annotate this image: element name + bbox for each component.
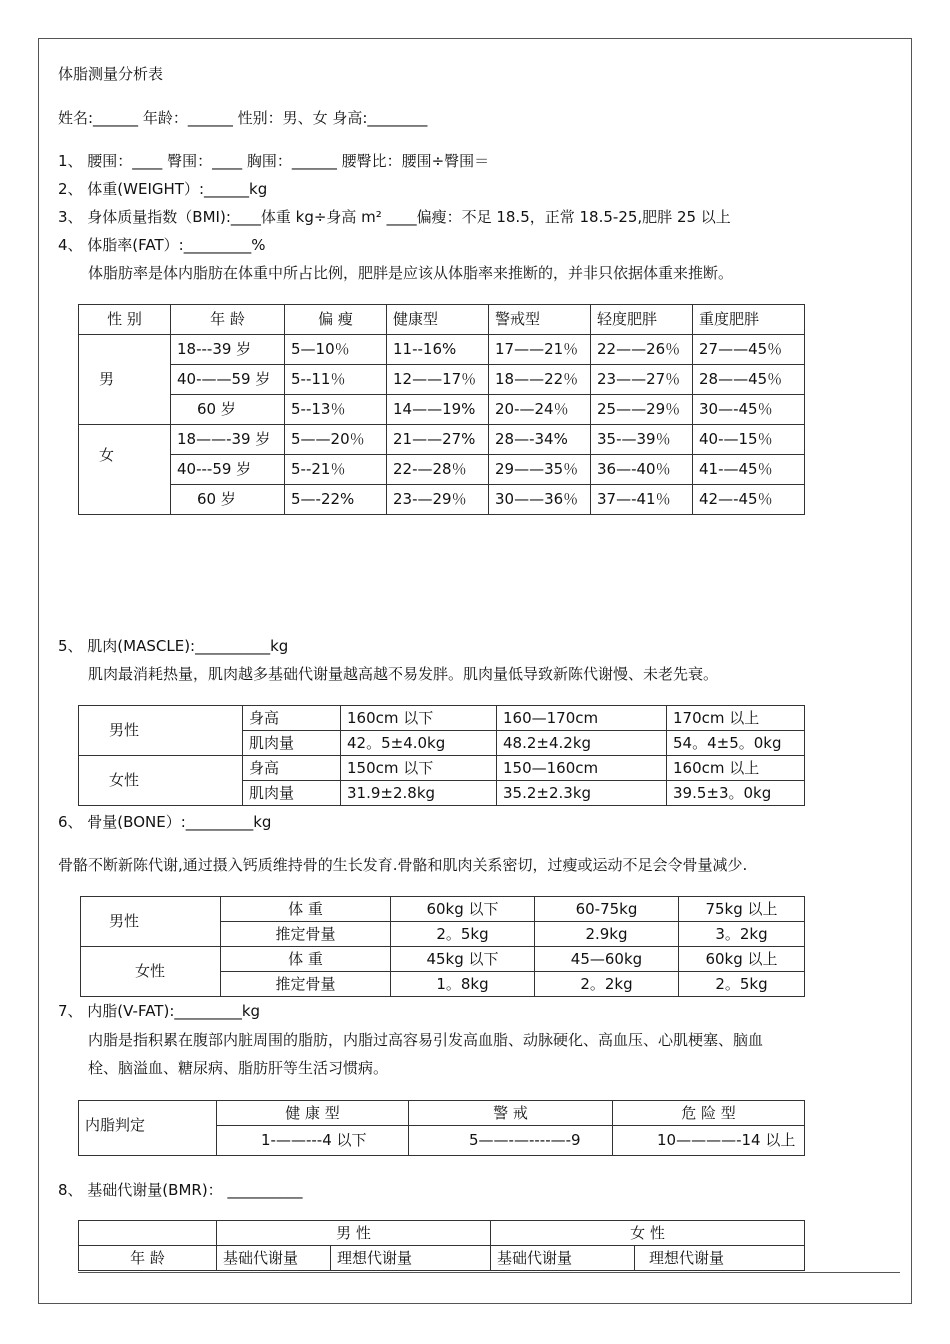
header-female: 女 性 (491, 1221, 805, 1246)
header-cell: 偏 瘦 (285, 305, 387, 335)
footer-rule (78, 1272, 900, 1273)
value-cell: 11--16% (387, 335, 489, 365)
vfat-description-line-1: 内脂是指积累在腹部内脏周围的脂肪，内脂过高容易引发高血脂、动脉硬化、高血压、心肌梗塞、脑血 (88, 1031, 764, 1049)
age-cell: 40-——59 岁 (171, 365, 285, 395)
bone-description: 骨骼不断新陈代谢,通过摄入钙质维持骨的生长发育.骨骼和肌肉关系密切，过瘦或运动不足会令骨量减少. (58, 856, 748, 874)
value-cell: 22——26％ (591, 335, 693, 365)
value-cell: 5--21％ (285, 455, 387, 485)
header-cell: 危 险 型 (613, 1101, 805, 1126)
value-cell: 60kg 以上 (679, 947, 805, 972)
item-bone: 6、 骨量(BONE）:_________kg (58, 813, 272, 831)
table-row (81, 947, 805, 972)
value-cell: 17——21％ (489, 335, 591, 365)
row-label: 身高 (243, 706, 341, 731)
value-cell: 5——-—----—-9 (409, 1126, 613, 1156)
value-cell: 18——22％ (489, 365, 591, 395)
header-cell: 性 别 (79, 305, 171, 335)
item-vfat: 7、 内脂(V-FAT):_________kg (58, 1002, 261, 1020)
age-cell: 18---39 岁 (171, 335, 285, 365)
table-row (79, 1101, 805, 1126)
value-cell: 23——27％ (591, 365, 693, 395)
value-cell: 31.9±2.8kg (341, 781, 497, 806)
item-muscle: 5、 肌肉(MASCLE):__________kg (58, 637, 289, 655)
value-cell: 2。5kg (391, 922, 535, 947)
table-row (79, 395, 805, 425)
header-cell: 轻度肥胖 (591, 305, 693, 335)
value-cell: 160—170cm (497, 706, 667, 731)
value-cell: 40-—15％ (693, 425, 805, 455)
gender-cell-male: 男 (79, 335, 171, 425)
value-cell: 5—10％ (285, 335, 387, 365)
header-cell: 警戒型 (489, 305, 591, 335)
value-cell: 36—-40％ (591, 455, 693, 485)
value-cell: 54。4±5。0kg (667, 731, 805, 756)
personal-info-line: 姓名:______ 年龄：______ 性别：男、女 身高:________ (58, 109, 428, 127)
bmr-table (78, 1220, 805, 1271)
muscle-description: 肌肉最消耗热量，肌肉越多基础代谢量越高越不易发胖。肌肉量低导致新陈代谢慢、未老先衰。 (88, 665, 719, 683)
header-cell: 理想代谢量 (331, 1246, 491, 1271)
value-cell: 25——29％ (591, 395, 693, 425)
value-cell: 3。2kg (679, 922, 805, 947)
value-cell: 5--11％ (285, 365, 387, 395)
value-cell: 48.2±4.2kg (497, 731, 667, 756)
value-cell: 30——36％ (489, 485, 591, 515)
age-cell: 40---59 岁 (171, 455, 285, 485)
value-cell: 2。2kg (535, 972, 679, 997)
table-row (79, 756, 805, 781)
table-header-row (79, 1221, 805, 1246)
item-fat: 4、 体脂率(FAT）:_________% (58, 236, 266, 254)
value-cell: 41-—45％ (693, 455, 805, 485)
item-bmi: 3、 身体质量指数（BMI):____体重 kg÷身高 m² ____偏瘦：不足 18.5，正常 18.5-25,肥胖 25 以上 (58, 208, 731, 226)
age-cell: 60 岁 (171, 395, 285, 425)
table-row (79, 335, 805, 365)
row-label: 推定骨量 (221, 972, 391, 997)
value-cell: 60kg 以下 (391, 897, 535, 922)
table-row (79, 706, 805, 731)
muscle-table (78, 705, 805, 806)
value-cell: 5—-22% (285, 485, 387, 515)
value-cell: 28——45％ (693, 365, 805, 395)
value-cell: 75kg 以上 (679, 897, 805, 922)
header-cell: 基础代谢量 (491, 1246, 635, 1271)
header-cell: 警 戒 (409, 1101, 613, 1126)
row-label: 肌肉量 (243, 731, 341, 756)
bone-table (80, 896, 805, 997)
value-cell: 1。8kg (391, 972, 535, 997)
vfat-label-cell: 内脂判定 (79, 1101, 217, 1156)
header-cell: 健 康 型 (217, 1101, 409, 1126)
table-row (79, 455, 805, 485)
table-row (81, 897, 805, 922)
vfat-table (78, 1100, 805, 1156)
header-cell: 基础代谢量 (217, 1246, 331, 1271)
value-cell: 28—-34% (489, 425, 591, 455)
header-cell: 年 龄 (171, 305, 285, 335)
value-cell: 23-—29％ (387, 485, 489, 515)
item-waist-hip: 1、 腰围：____ 臀围：____ 胸围：______ 腰臀比：腰围÷臀围＝ (58, 152, 490, 170)
row-label: 身高 (243, 756, 341, 781)
value-cell: 22-—28％ (387, 455, 489, 485)
row-label: 肌肉量 (243, 781, 341, 806)
value-cell: 2。5kg (679, 972, 805, 997)
table-header-row (79, 1246, 805, 1271)
row-label: 推定骨量 (221, 922, 391, 947)
age-cell: 60 岁 (171, 485, 285, 515)
table-row (79, 425, 805, 455)
value-cell: 27——45％ (693, 335, 805, 365)
header-cell: 健康型 (387, 305, 489, 335)
value-cell: 45kg 以下 (391, 947, 535, 972)
table-header-row (79, 305, 805, 335)
header-male: 男 性 (217, 1221, 491, 1246)
value-cell: 160cm 以上 (667, 756, 805, 781)
value-cell: 150—160cm (497, 756, 667, 781)
value-cell: 35.2±2.3kg (497, 781, 667, 806)
age-cell: 18——-39 岁 (171, 425, 285, 455)
value-cell: 5——20％ (285, 425, 387, 455)
value-cell: 10————-14 以上 (613, 1126, 805, 1156)
table-row (79, 485, 805, 515)
value-cell: 35-—39％ (591, 425, 693, 455)
header-cell: 重度肥胖 (693, 305, 805, 335)
empty-header-cell (79, 1221, 217, 1246)
value-cell: 170cm 以上 (667, 706, 805, 731)
value-cell: 29——35％ (489, 455, 591, 485)
value-cell: 39.5±3。0kg (667, 781, 805, 806)
value-cell: 12——17％ (387, 365, 489, 395)
vfat-description-line-2: 栓、脑溢血、糖尿病、脂肪肝等生活习惯病。 (88, 1059, 389, 1077)
value-cell: 42。5±4.0kg (341, 731, 497, 756)
gender-cell-male: 男性 (81, 897, 221, 947)
gender-cell-female: 女性 (81, 947, 221, 997)
value-cell: 5--13％ (285, 395, 387, 425)
value-cell: 45—60kg (535, 947, 679, 972)
gender-cell-female: 女性 (79, 756, 243, 806)
value-cell: 14——19% (387, 395, 489, 425)
value-cell: 30—-45％ (693, 395, 805, 425)
value-cell: 150cm 以下 (341, 756, 497, 781)
item-weight: 2、 体重(WEIGHT）:______kg (58, 180, 268, 198)
fat-rate-table (78, 304, 805, 515)
value-cell: 1-——---4 以下 (217, 1126, 409, 1156)
header-cell: 理想代谢量 (635, 1246, 805, 1271)
row-label: 体 重 (221, 947, 391, 972)
gender-cell-male: 男性 (79, 706, 243, 756)
item-bmr: 8、 基础代谢量(BMR)： __________ (58, 1181, 303, 1199)
gender-cell-female: 女 (79, 425, 171, 515)
header-age: 年 龄 (79, 1246, 217, 1271)
value-cell: 2.9kg (535, 922, 679, 947)
value-cell: 37—-41％ (591, 485, 693, 515)
fat-description: 体脂肪率是体内脂肪在体重中所占比例，肥胖是应该从体脂率来推断的，并非只依据体重来推断。 (88, 264, 734, 282)
value-cell: 160cm 以下 (341, 706, 497, 731)
value-cell: 60-75kg (535, 897, 679, 922)
row-label: 体 重 (221, 897, 391, 922)
table-row (79, 365, 805, 395)
value-cell: 42—-45％ (693, 485, 805, 515)
page-title: 体脂测量分析表 (58, 65, 164, 83)
value-cell: 20-—24％ (489, 395, 591, 425)
value-cell: 21——27% (387, 425, 489, 455)
